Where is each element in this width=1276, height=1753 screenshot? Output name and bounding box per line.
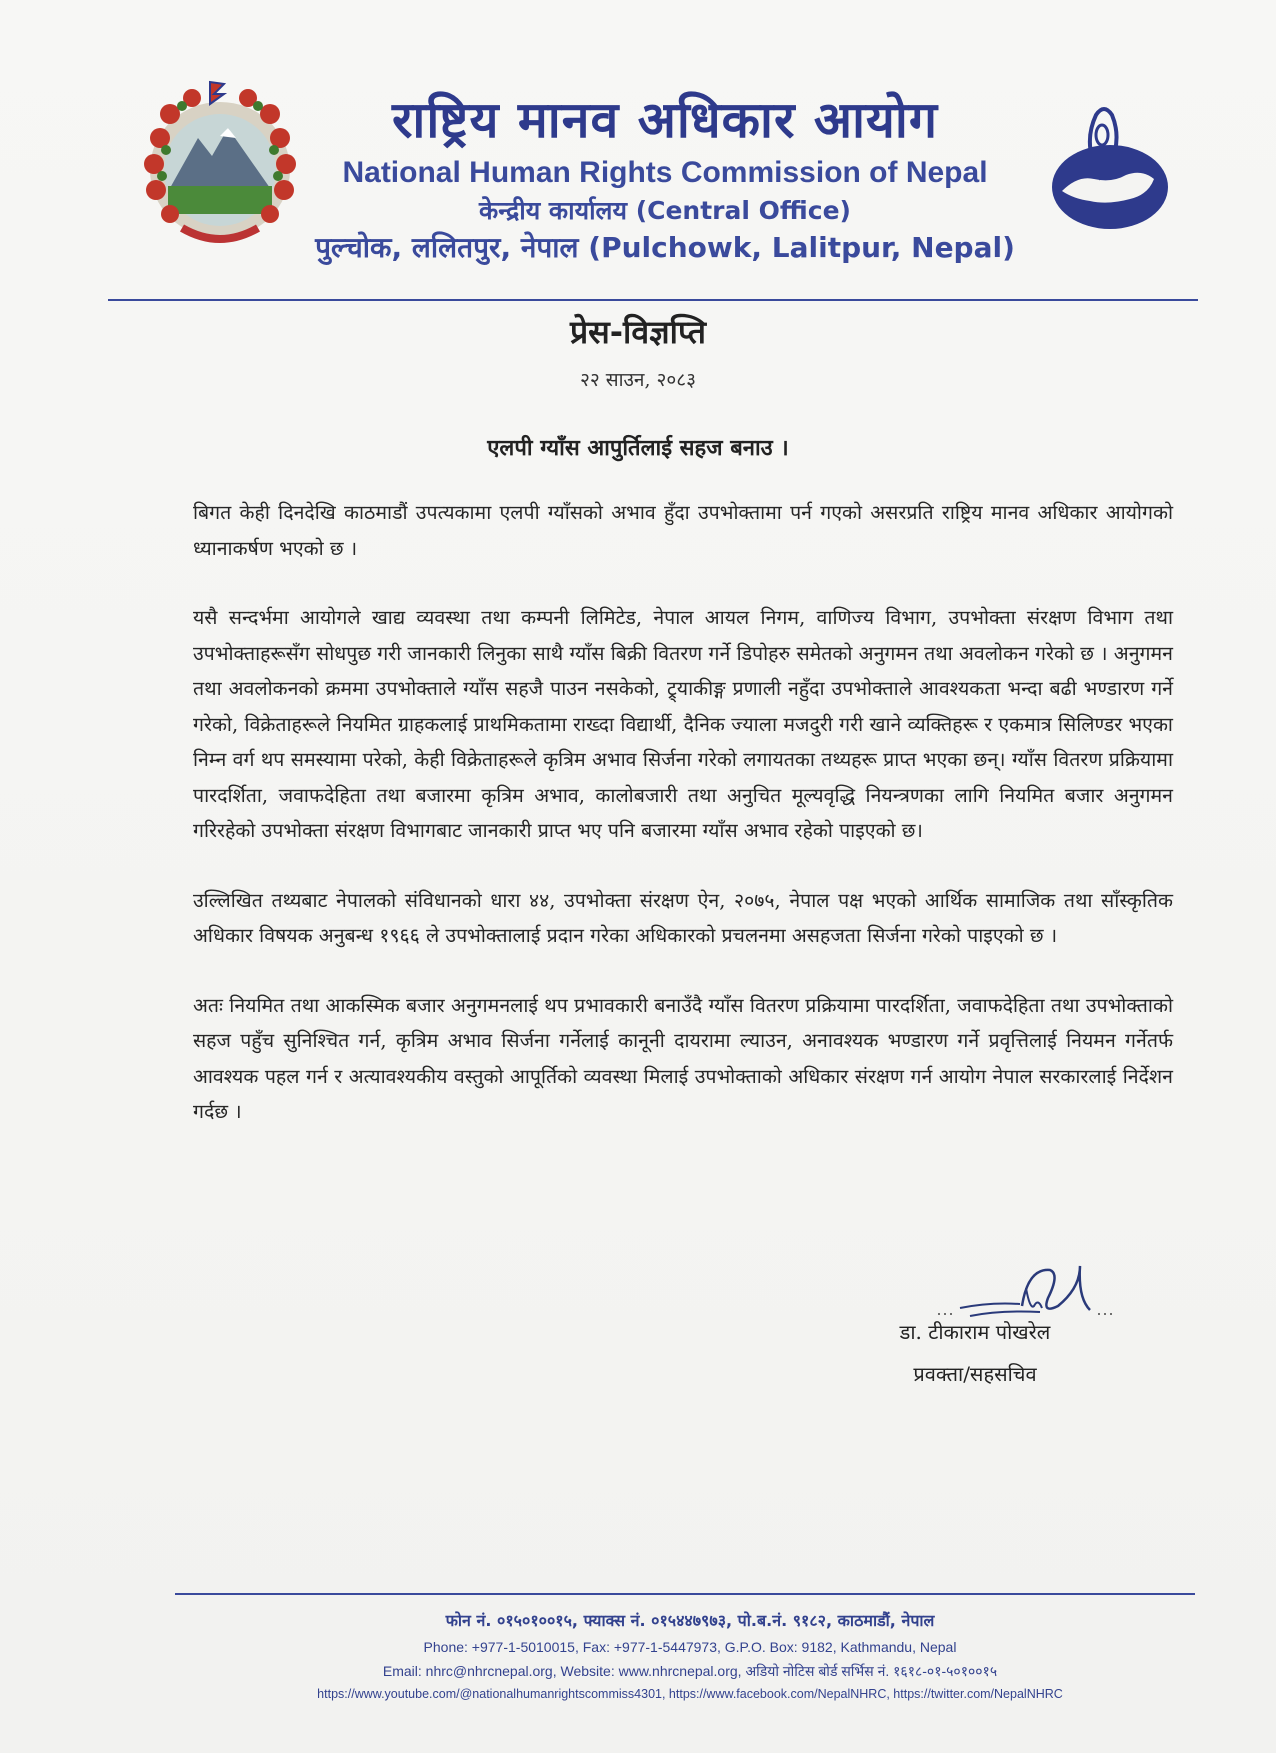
letterhead [300, 88, 1030, 268]
paragraph: यसै सन्दर्भमा आयोगले खाद्य व्यवस्था तथा कम्पनी लिमिटेड, नेपाल आयल निगम, वाणिज्य विभाग, उपभोक्ता संरक्षण विभाग तथा उपभोक्ताहरूसँग सोधपुछ गरी जानकारी लिनुका साथै ग्याँस बिक्री वितरण गर्ने डिपोहरु समेतको अनुगमन तथा अवलोकन गरेको छ । अनुगमन तथा अवलोकनको क्रममा उपभोक्ताले ग्याँस सहजै पाउन नसकेको, ट्र्याकीङ्ग प्रणाली नहुँदा उपभोक्ताले आवश्यकता भन्दा बढी भण्डारण गर्ने गरेको, विक्रेताहरूले नियमित ग्राहकलाई प्राथमिकतामा राख्दा विद्यार्थी, दैनिक ज्याला मजदुरी गरी खाने व्यक्तिहरू र एकमात्र सिलिण्डर भएका निम्न वर्ग थप समस्यामा परेको, केही विक्रेताहरूले कृत्रिम अभाव सिर्जना गरेको लगायतका तथ्यहरू प्राप्त भएका छन्। ग्याँस वितरण प्रक्रियामा पारदर्शिता, जवाफदेहिता तथा बजारमा कृत्रिम अभाव, कालोबजारी तथा अनुचित मूल्यवृद्धि नियन्त्रणका लागि नियमित बजार अनुगमन गरिरहेको उपभोक्ता संरक्षण विभागबाट जानकारी प्राप्त भए पनि बजारमा ग्याँस अभाव रहेको पाइएको छ। [193, 606, 1173, 842]
office-name: केन्द्रीय कार्यालय (Central Office) [479, 196, 851, 225]
paragraph: अतः नियमित तथा आकस्मिक बजार अनुगमनलाई थप प्रभावकारी बनाउँदै ग्याँस वितरण प्रक्रियामा पारदर्शिता, जवाफदेहिता तथा उपभोक्ताको सहज पहुँच सुनिश्चित गर्न, कृत्रिम अभाव सिर्जना गर्नेलाई कानूनी दायरामा ल्याउन, अनावश्यक भण्डारण गर्ने प्रवृत्तिलाई नियमन गर्नेतर्फ आवश्यक पहल गर्न र अत्यावश्यकीय वस्तुको आपूर्तिको व्यवस्था मिलाई उपभोक्ताको अधिकार संरक्षण गर्न आयोग नेपाल सरकारलाई निर्देशन गर्दछ । [193, 993, 1173, 1123]
commission-title-nepali: राष्ट्रिय मानव अधिकार आयोग [391, 91, 939, 149]
footer-contact: Phone: +977-1-5010015, Fax: +977-1-5447973, G.P.O. Box: 9182, Kathmandu, Nepal [423, 1639, 957, 1655]
document-subject: एलपी ग्याँस आपुर्तिलाई सहज बनाउ । [487, 436, 789, 461]
header-divider [108, 299, 1198, 301]
paragraph: बिगत केही दिनदेखि काठमाडौं उपत्यकामा एलपी ग्याँसको अभाव हुँदा उपभोक्तामा पर्न गएको असरप्रति राष्ट्रिय मानव अधिकार आयोगको ध्यानाकर्षण भएको छ । [193, 501, 1173, 560]
footer [150, 1607, 1230, 1705]
footer-email: Email: nhrc@nhrcnepal.org, Website: www.nhrcnepal.org, अडियो नोटिस बोर्ड सर्भिस नं. १६१८-०१-५०१००१५ [382, 1663, 998, 1679]
nhrc-logo-icon [1030, 95, 1180, 245]
document-type: प्रेस-विज्ञप्ति [569, 313, 707, 351]
nepal-emblem-icon [140, 78, 300, 248]
body-text [193, 495, 1173, 1164]
signatory-name: डा. टीकाराम पोखरेल [899, 1320, 1051, 1344]
commission-title-english: National Human Rights Commission of Nepal [342, 156, 988, 189]
footer-nepali-contact: फोन नं. ०१५०१००१५, फ्याक्स नं. ०१५४४७९७३, पो.ब.नं. ९१८२, काठमाडौं, नेपाल [445, 1611, 935, 1630]
document-date: २२ साउन, २०८३ [579, 369, 697, 391]
office-address: पुल्चोक, ललितपुर, नेपाल (Pulchowk, Lalitpur, Nepal) [315, 231, 1015, 264]
footer-social-links: https://www.youtube.com/@nationalhumanrightscommiss4301, https://www.facebook.com/NepalNHRC, https://twitter.com/NepalNHRC [317, 1687, 1063, 1701]
footer-divider [175, 1593, 1195, 1595]
signatory-title: प्रवक्ता/सहसचिव [913, 1362, 1037, 1386]
paragraph: उल्लिखित तथ्यबाट नेपालको संविधानको धारा ४४, उपभोक्ता संरक्षण ऐन, २०७५, नेपाल पक्ष भएको आर्थिक सामाजिक तथा साँस्कृतिक अधिकार विषयक अनुबन्ध १९६६ ले उपभोक्तालाई प्रदान गरेका अधिकारको प्रचलनमा असहजता सिर्जना गरेको पाइएको छ । [193, 888, 1173, 947]
